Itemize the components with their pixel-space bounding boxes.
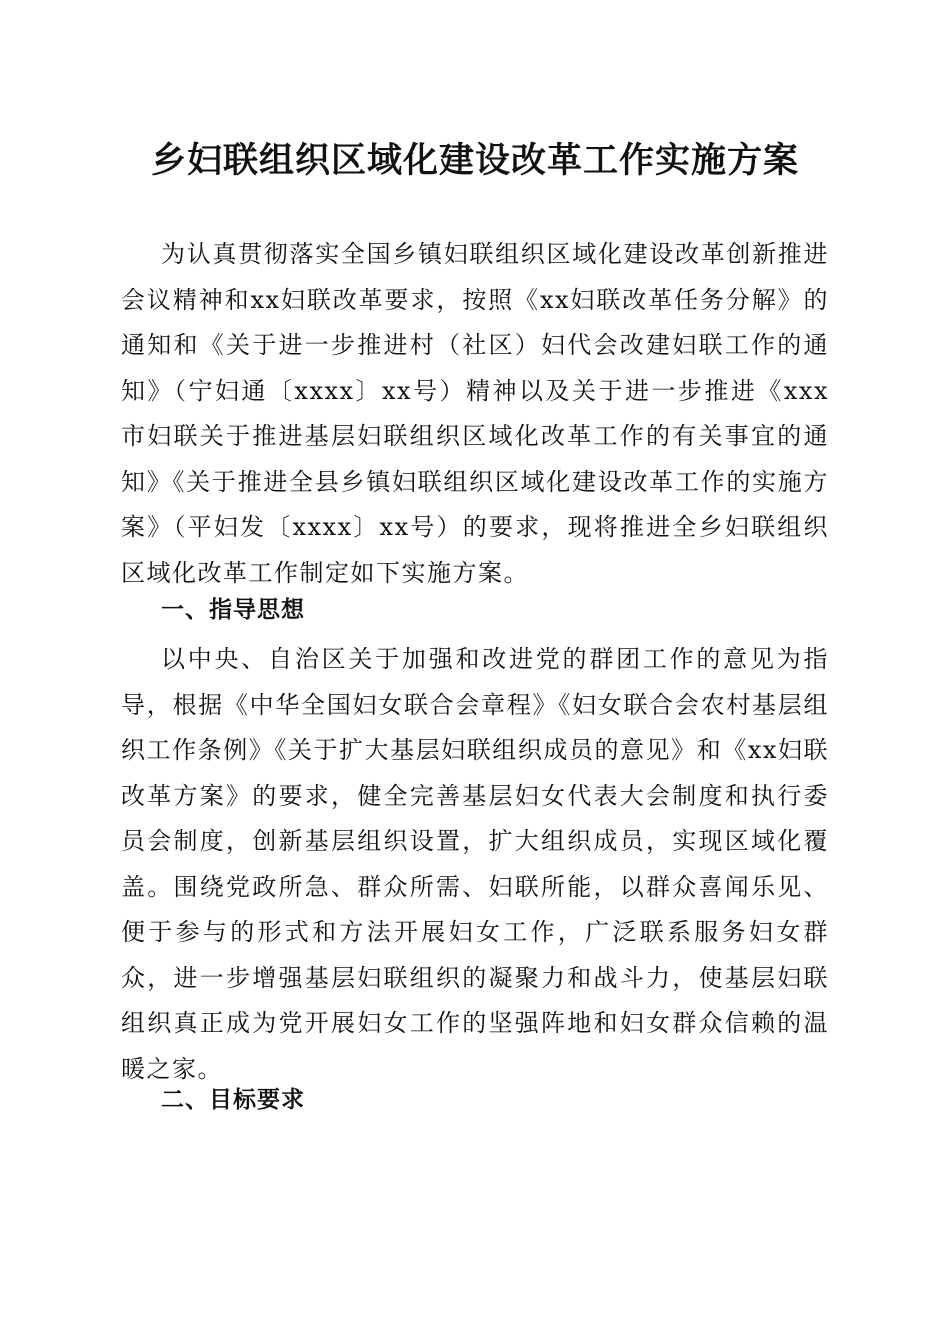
document-title: 乡妇联组织区域化建设改革工作实施方案 xyxy=(150,140,799,181)
guiding-ideology-paragraph: 以中央、自治区关于加强和改进党的群团工作的意见为指导，根据《中华全国妇女联合会章程》《妇女联合会农村基层组织工作条例》《关于扩大基层妇联组织成员的意见》和《xx妇联改革方案》的要求，健全完善基层妇女代表大会制度和执行委员会制度，创新基层组织设置，扩大组织成员，实现区域化覆盖。围绕党政所急、群众所需、妇联所能，以群众喜闻乐见、便于参与的形式和方法开展妇女工作，广泛联系服务妇女群众，进一步增强基层妇联组织的凝聚力和战斗力，使基层妇联组织真正成为党开展妇女工作的坚强阵地和妇女群众信赖的温暖之家。 xyxy=(121,645,829,1083)
section-heading-guiding-ideology: 一、指导思想 xyxy=(161,597,305,623)
intro-paragraph: 为认真贯彻落实全国乡镇妇联组织区域化建设改革创新推进会议精神和xx妇联改革要求，按照《xx妇联改革任务分解》的通知和《关于进一步推进村（社区）妇代会改建妇联工作的通知》（宁妇通〔xxxx〕xx号）精神以及关于进一步推进《xxx市妇联关于推进基层妇联组织区域化改革工作的有关事宜的通知》《关于推进全县乡镇妇联组织区域化建设改革工作的实施方案》（平妇发〔xxxx〕xx号）的要求，现将推进全乡妇联组织区域化改革工作制定如下实施方案。 xyxy=(121,240,829,587)
section-heading-target-requirements: 二、目标要求 xyxy=(161,1087,305,1113)
